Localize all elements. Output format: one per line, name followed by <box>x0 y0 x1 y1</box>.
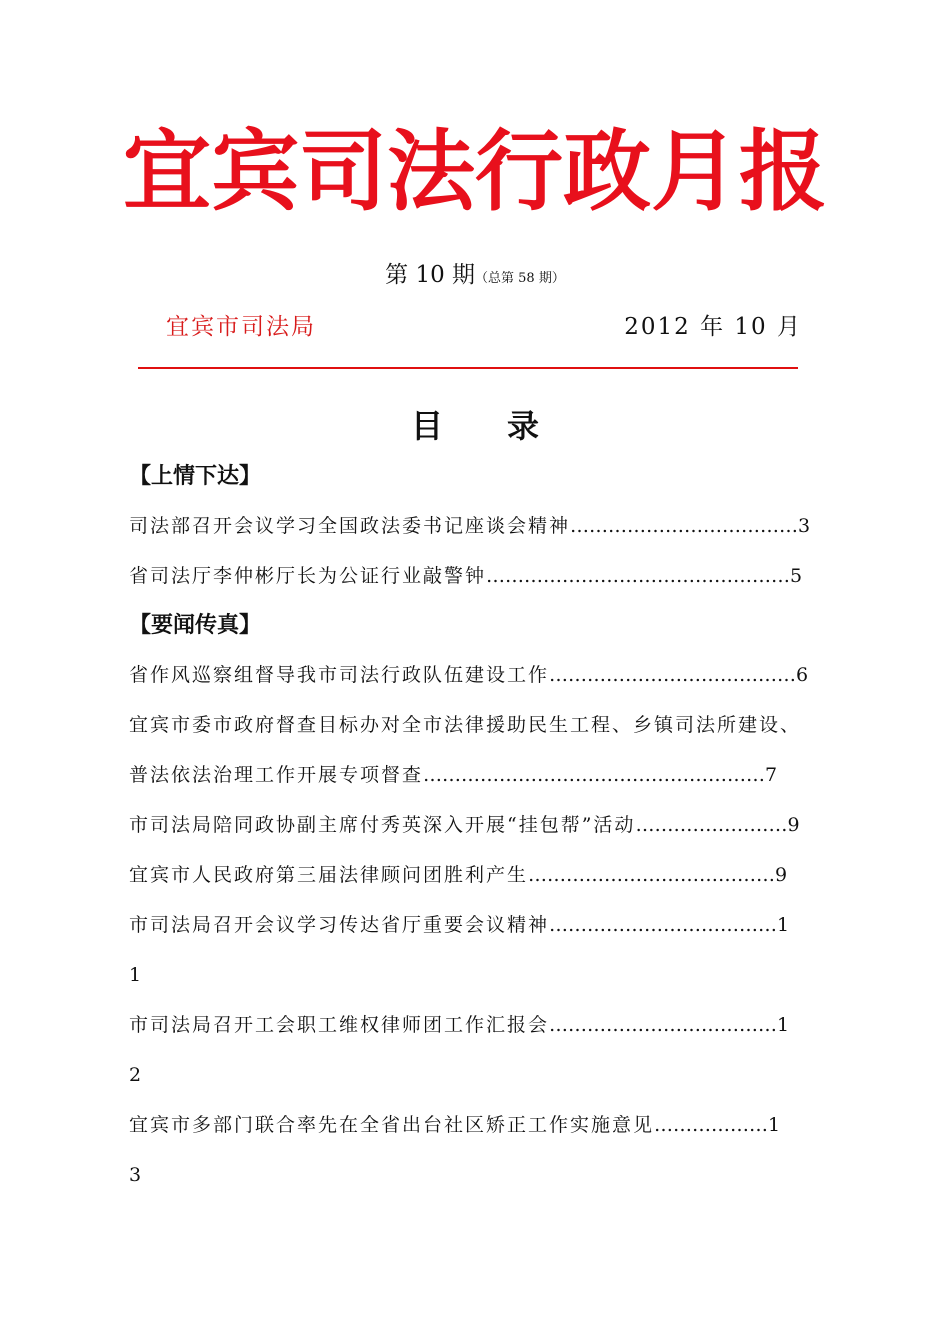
toc-page-number: 7 <box>765 764 780 786</box>
issue-number <box>0 264 950 287</box>
masthead-title: 宜宾司法行政月报 <box>122 120 827 223</box>
toc-page-number: 9 <box>787 814 802 836</box>
toc-entry-text: 市司法局召开工会职工维权律师团工作汇报会 <box>129 1014 550 1036</box>
toc-entry[interactable] <box>129 866 789 885</box>
toc-leader-dots: ………………………………… <box>549 664 797 686</box>
toc-entry-text: 省作风巡察组督导我市司法行政队伍建设工作 <box>129 664 550 686</box>
toc-page-number: 6 <box>796 664 811 686</box>
toc-entry[interactable] <box>129 816 802 835</box>
toc-leader-dots: ………………………………… <box>528 864 776 886</box>
publisher: 宜宾市司法局 <box>166 314 316 340</box>
toc-entry-text: 省司法厅李仲彬厅长为公证行业敲警钟 <box>129 565 487 587</box>
toc-entry-text: 司法部召开会议学习全国政法委书记座谈会精神 <box>129 515 571 537</box>
toc-page-number: 1 <box>777 914 792 936</box>
toc-page-overflow: 1 <box>129 964 144 986</box>
toc-leader-dots: ……………………………… <box>549 1014 778 1036</box>
toc-title-left: 目 <box>410 407 443 445</box>
toc-entry-line[interactable] <box>129 716 801 735</box>
toc-page-number: 1 <box>768 1114 783 1136</box>
toc-leader-dots: ……………………………… <box>570 515 799 537</box>
toc-leader-dots: ……………………………………………… <box>423 764 766 786</box>
toc-entry[interactable] <box>129 567 804 586</box>
toc-page-number: 1 <box>777 1014 792 1036</box>
toc-page-number: 3 <box>798 515 813 537</box>
toc-entry-text: 宜宾市多部门联合率先在全省出台社区矫正工作实施意见 <box>129 1114 655 1136</box>
toc-entry-text: 市司法局召开会议学习传达省厅重要会议精神 <box>129 914 550 936</box>
toc-entry-text: 普法依法治理工作开展专项督查 <box>129 764 424 786</box>
issue-total: （总第 58 期） <box>475 271 565 286</box>
toc-page-overflow: 3 <box>129 1164 144 1186</box>
toc-leader-dots: ………………………………………… <box>486 565 791 587</box>
toc-entry[interactable] <box>129 766 779 785</box>
toc-entry-text: 宜宾市委市政府督查目标办对全市法律援助民生工程、乡镇司法所建设、 <box>129 714 802 736</box>
toc-leader-dots: ……………………………… <box>549 914 778 936</box>
toc-entry[interactable] <box>129 916 791 935</box>
toc-page-number: 5 <box>790 565 805 587</box>
toc-entry-text: 宜宾市人民政府第三届法律顾问团胜利产生 <box>129 864 529 886</box>
toc-entry[interactable] <box>129 666 810 685</box>
masthead-divider <box>138 367 798 369</box>
toc-leader-dots: …………………… <box>635 814 788 836</box>
toc-page-number: 9 <box>775 864 790 886</box>
toc-title <box>0 407 950 445</box>
section-heading: 【上情下达】 <box>129 464 262 489</box>
toc-entry[interactable] <box>129 1016 791 1035</box>
toc-title-right: 录 <box>507 407 540 445</box>
issue-main: 第 10 期 <box>385 262 476 288</box>
toc-entry[interactable] <box>129 1116 782 1135</box>
toc-entry-text: 市司法局陪同政协副主席付秀英深入开展“挂包帮”活动 <box>129 814 636 836</box>
toc-entry[interactable] <box>129 517 812 536</box>
publication-date: 2012 年 10 月 <box>624 314 802 340</box>
section-heading: 【要闻传真】 <box>129 613 262 638</box>
toc-leader-dots: ……………… <box>654 1114 769 1136</box>
toc-page-overflow: 2 <box>129 1064 144 1086</box>
